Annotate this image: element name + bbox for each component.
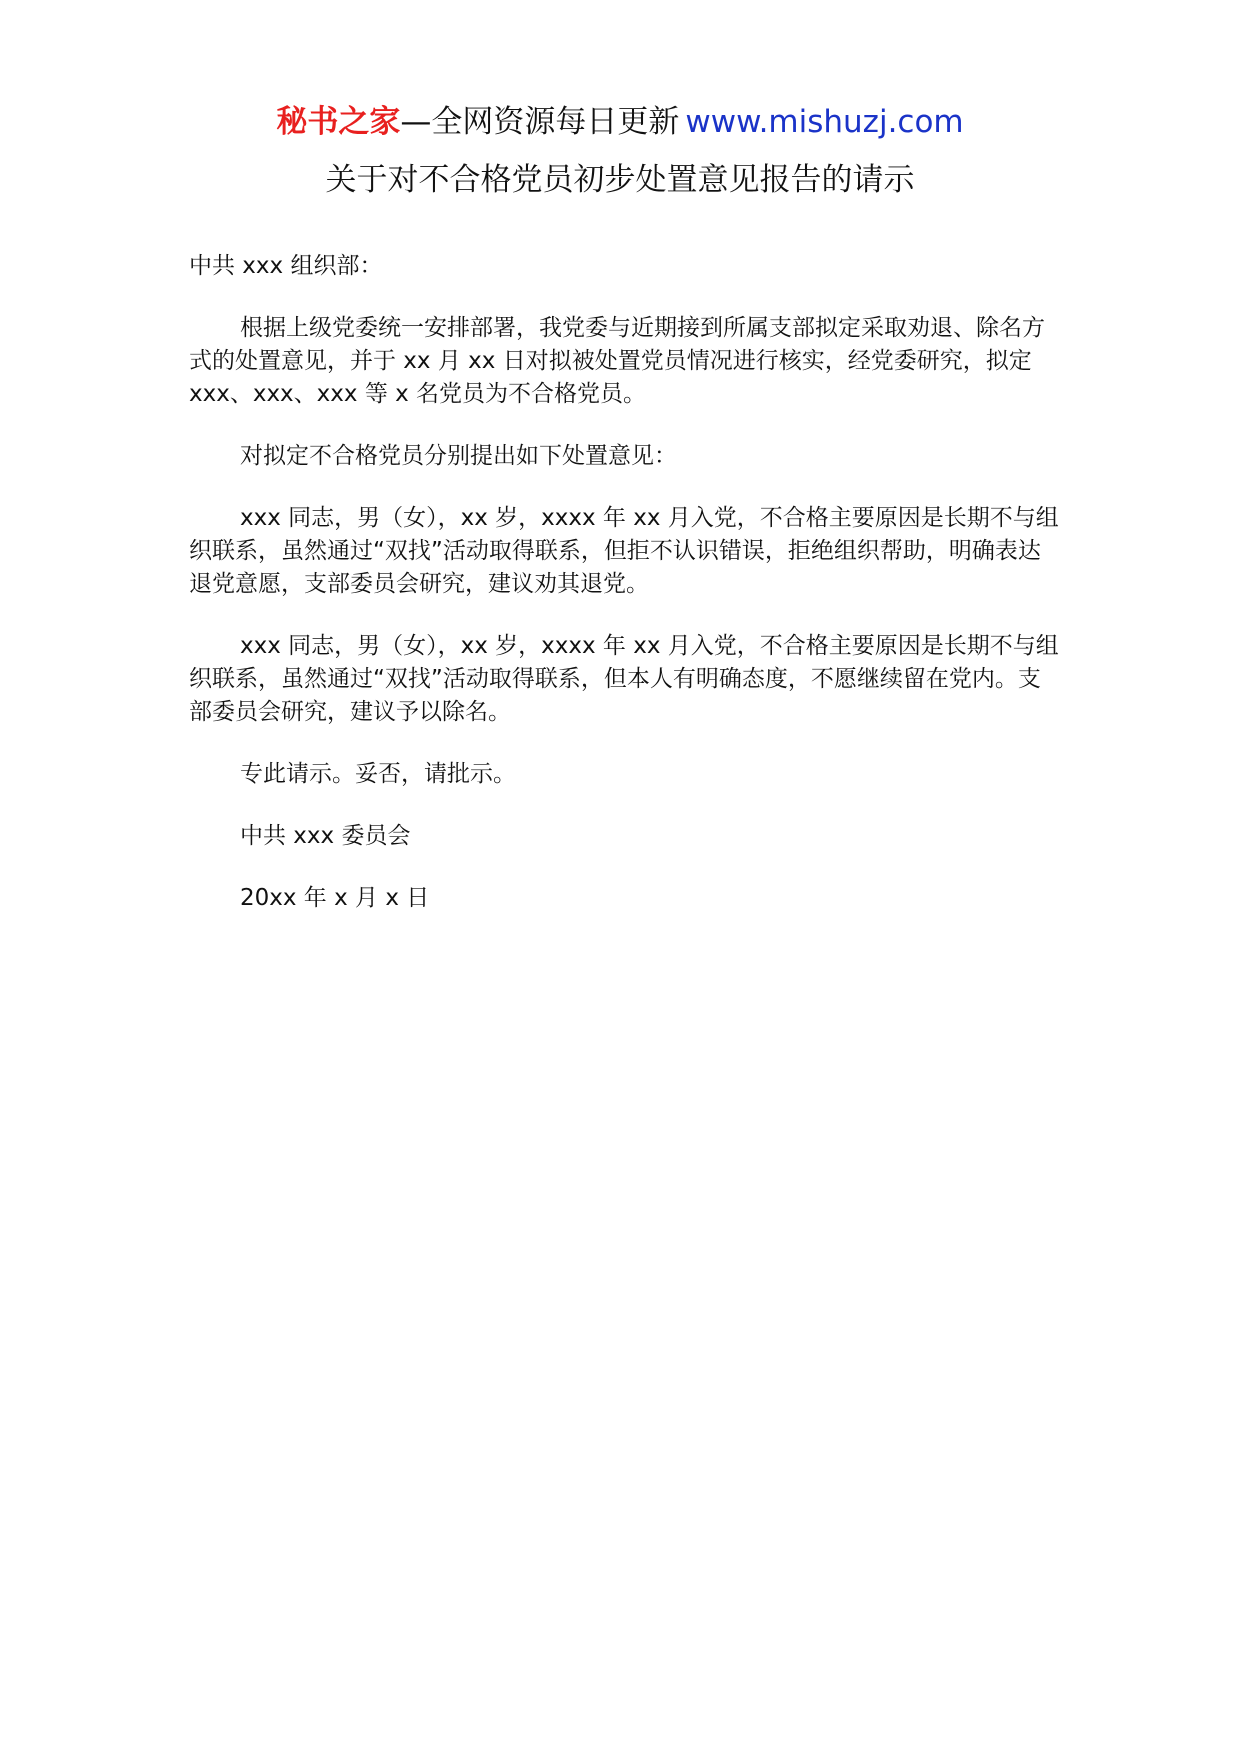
- site-tagline: —全网资源每日更新: [400, 104, 680, 140]
- signature: 中共 xxx 委员会: [240, 823, 411, 849]
- salutation: 中共 xxx 组织部：: [189, 253, 383, 279]
- body-paragraph: xxx 同志，男（女），xx 岁，xxxx 年 xx 月入党，不合格主要原因是长期不与组织联系，虽然通过“双找”活动取得联系，但本人有明确态度，不愿继续留在党内。支部委员会研究，建议予以除名。: [189, 633, 1059, 725]
- document-title: 关于对不合格党员初步处置意见报告的请示: [325, 162, 915, 198]
- closing-request: 专此请示。妥否，请批示。: [240, 761, 516, 787]
- document-date: 20xx 年 x 月 x 日: [240, 885, 430, 911]
- document-body: [189, 250, 1059, 944]
- body-paragraph: 对拟定不合格党员分别提出如下处置意见：: [240, 443, 677, 469]
- body-paragraph: 根据上级党委统一安排部署，我党委与近期接到所属支部拟定采取劝退、除名方式的处置意见，并于 xx 月 xx 日对拟被处置党员情况进行核实，经党委研究，拟定 xxx、xxx、xxx 等 x 名党员为不合格党员。: [189, 315, 1045, 407]
- brand-name: 秘书之家: [276, 104, 401, 140]
- body-paragraph: xxx 同志，男（女），xx 岁，xxxx 年 xx 月入党，不合格主要原因是长期不与组织联系，虽然通过“双找”活动取得联系，但拒不认识错误，拒绝组织帮助，明确表达退党意愿，支部委员会研究，建议劝其退党。: [189, 505, 1059, 597]
- site-url-link[interactable]: www.mishuzj.com: [685, 104, 964, 140]
- site-header: [0, 100, 1240, 144]
